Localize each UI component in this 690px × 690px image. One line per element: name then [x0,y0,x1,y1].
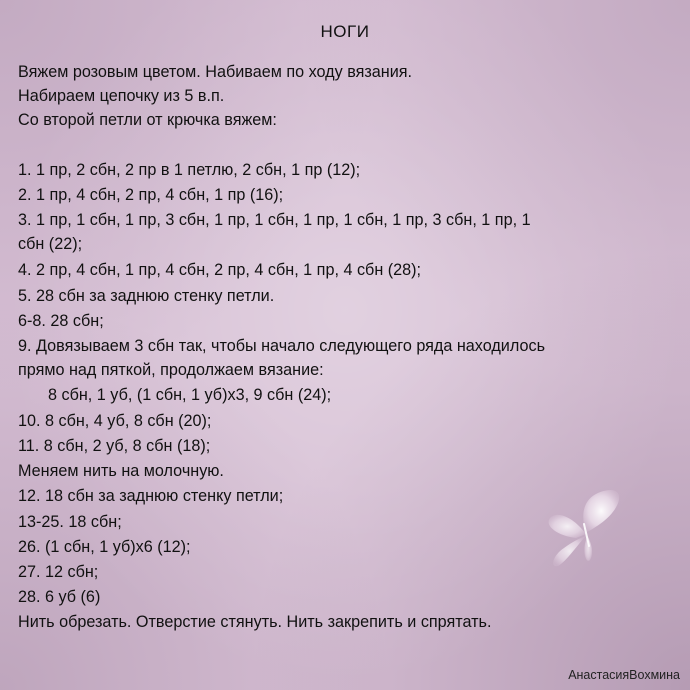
row-instruction: сбн (22); [18,235,83,253]
row-instruction: 9. Довязываем 3 сбн так, чтобы начало следующего ряда находилось [18,337,546,355]
text-line: Со второй петли от крючка вяжем: [18,111,277,129]
row-instruction: 11. 8 сбн, 2 уб, 8 сбн (18); [18,437,211,455]
row-instruction: 12. 18 сбн за заднюю стенку петли; [18,487,284,505]
text-line: Нить обрезать. Отверстие стянуть. Нить закрепить и спрятать. [18,613,492,631]
row-instruction: 5. 28 сбн за заднюю стенку петли. [18,287,275,305]
row-instruction: 6-8. 28 сбн; [18,312,104,330]
row-instruction: 3. 1 пр, 1 сбн, 1 пр, 3 сбн, 1 пр, 1 сбн, 1 пр, 1 сбн, 1 пр, 3 сбн, 1 пр, 1 [18,211,531,229]
row-instruction: 13-25. 18 сбн; [18,513,122,531]
row-instruction: 8 сбн, 1 уб, (1 сбн, 1 уб)х3, 9 сбн (24); [48,386,332,404]
row-instruction: 27. 12 сбн; [18,563,99,581]
row-instruction: 28. 6 уб (6) [18,588,101,606]
row-instruction: 4. 2 пр, 4 сбн, 1 пр, 4 сбн, 2 пр, 4 сбн, 1 пр, 4 сбн (28); [18,261,422,279]
row-instruction: 1. 1 пр, 2 сбн, 2 пр в 1 петлю, 2 сбн, 1 пр (12); [18,161,361,179]
row-instruction: прямо над пяткой, продолжаем вязание: [18,361,324,379]
author-signature: АнастасияВохмина [568,668,680,682]
row-instruction: 26. (1 сбн, 1 уб)х6 (12); [18,538,191,556]
text-line: Меняем нить на молочную. [18,462,224,480]
page-title: НОГИ [320,22,370,41]
butterfly-icon [540,488,630,570]
text-line: Набираем цепочку из 5 в.п. [18,87,225,105]
text-line: Вяжем розовым цветом. Набиваем по ходу вязания. [18,63,413,81]
row-instruction: 2. 1 пр, 4 сбн, 2 пр, 4 сбн, 1 пр (16); [18,186,284,204]
row-instruction: 10. 8 сбн, 4 уб, 8 сбн (20); [18,412,212,430]
